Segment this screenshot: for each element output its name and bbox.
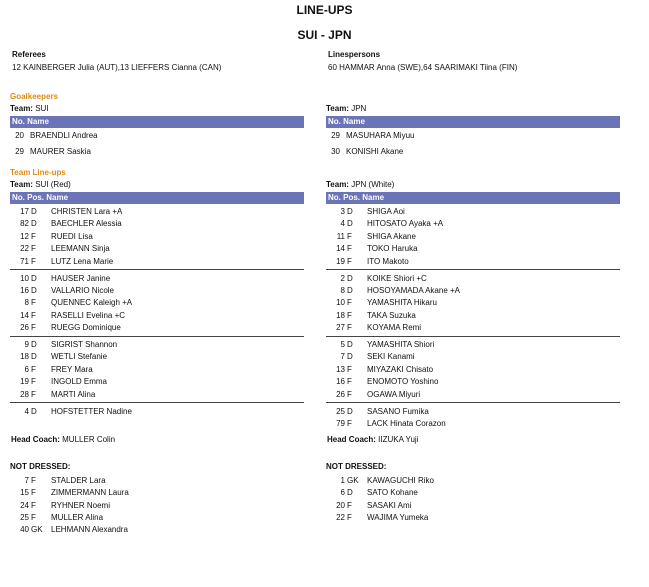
player-name: TOKO Haruka xyxy=(367,244,418,254)
player-number: 1 xyxy=(340,476,345,485)
player-position: F xyxy=(347,512,352,522)
player-number: 30 xyxy=(331,146,340,156)
team-label: Team: xyxy=(10,180,33,189)
player-name: VALLARIO Nicole xyxy=(51,285,114,295)
player-number: 5 xyxy=(340,340,345,349)
player-number: 18 xyxy=(336,310,345,320)
player-name: WAJIMA Yumeka xyxy=(367,512,429,522)
line-separator xyxy=(326,402,620,403)
lineup-row xyxy=(326,376,620,389)
lineup-row xyxy=(326,418,620,431)
player-number: 25 xyxy=(336,406,345,416)
player-name: BRAENDLI Andrea xyxy=(30,131,98,140)
player-number: 27 xyxy=(336,323,345,333)
player-number: 79 xyxy=(336,418,345,428)
lineup-row xyxy=(326,351,620,364)
player-name: TAKA Suzuka xyxy=(367,310,416,320)
player-name: MULLER Alina xyxy=(51,512,104,522)
player-position: F xyxy=(347,377,352,387)
player-position: F xyxy=(347,298,352,308)
player-name: ZIMMERMANN Laura xyxy=(51,488,129,498)
player-position: D xyxy=(347,406,353,416)
player-number: 7 xyxy=(340,352,345,362)
player-name: MARTI Alina xyxy=(51,389,96,399)
lineup-row xyxy=(10,364,304,377)
lineups-section-title: Team Line-ups xyxy=(10,168,66,177)
player-position: F xyxy=(31,231,36,241)
player-position: F xyxy=(31,476,36,485)
player-position: F xyxy=(31,377,36,387)
player-name: SATO Kohane xyxy=(367,488,418,498)
head-coach-name: MULLER Colin xyxy=(62,435,116,444)
player-name: YAMASHITA Hikaru xyxy=(367,298,437,308)
line-separator xyxy=(10,269,304,270)
lineup-row xyxy=(326,256,620,269)
linespersons-label: Linespersons xyxy=(328,50,381,59)
player-name: SHIGA Akane xyxy=(367,231,416,241)
player-number: 8 xyxy=(340,285,345,295)
lineup-row xyxy=(10,297,304,310)
player-position: D xyxy=(347,340,353,349)
player-number: 20 xyxy=(336,500,345,510)
player-position: F xyxy=(347,244,352,254)
goalkeeper-row xyxy=(10,146,290,159)
player-name: HOFSTETTER Nadine xyxy=(51,406,132,416)
player-number: 12 xyxy=(20,231,29,241)
player-position: D xyxy=(347,219,353,229)
player-position: D xyxy=(347,285,353,295)
player-name: CHRISTEN Lara +A xyxy=(51,207,123,216)
not-dressed-row xyxy=(10,512,304,525)
player-number: 14 xyxy=(336,244,345,254)
lineup-row xyxy=(326,285,620,298)
player-number: 19 xyxy=(20,377,29,387)
player-name: RYHNER Noemi xyxy=(51,500,110,510)
player-number: 22 xyxy=(20,244,29,254)
lineup-row xyxy=(326,297,620,310)
player-number: 40 xyxy=(20,525,29,535)
gk-header-sui: No. Name xyxy=(10,116,304,128)
player-number: 20 xyxy=(15,131,24,140)
lineup-row xyxy=(10,206,304,219)
player-name: INGOLD Emma xyxy=(51,377,108,387)
player-number: 9 xyxy=(24,340,29,349)
document-title: LINE-UPS xyxy=(296,3,353,17)
lineup-row xyxy=(326,206,620,219)
player-name: FREY Mara xyxy=(51,364,93,374)
not-dressed-row xyxy=(326,487,620,500)
player-position: F xyxy=(31,364,36,374)
player-position: D xyxy=(31,406,37,416)
player-position: D xyxy=(347,488,353,498)
player-name: RUEGG Dominique xyxy=(51,323,121,333)
lineup-row xyxy=(10,218,304,231)
lineup-row xyxy=(10,351,304,364)
player-name: YAMASHITA Shiori xyxy=(367,340,435,349)
lineup-row xyxy=(10,376,304,389)
lineup-row xyxy=(10,406,304,419)
lineup-row xyxy=(326,243,620,256)
player-number: 16 xyxy=(336,377,345,387)
player-number: 29 xyxy=(331,131,340,140)
player-number: 18 xyxy=(20,352,29,362)
player-name: SIGRIST Shannon xyxy=(51,340,118,349)
player-name: MIYAZAKI Chisato xyxy=(367,364,434,374)
not-dressed-row xyxy=(10,500,304,513)
player-number: 19 xyxy=(336,256,345,266)
lineup-row xyxy=(326,364,620,377)
player-position: GK xyxy=(31,525,43,535)
player-number: 6 xyxy=(340,488,345,498)
player-number: 13 xyxy=(336,364,345,374)
player-position: F xyxy=(31,389,36,399)
lineup-row xyxy=(326,389,620,402)
head-coach-sui xyxy=(11,436,115,444)
lineup-row xyxy=(326,218,620,231)
player-position: D xyxy=(31,207,37,216)
player-position: D xyxy=(347,352,353,362)
head-coach-label: Head Coach: xyxy=(11,435,60,444)
team-name: SUI (Red) xyxy=(35,180,71,189)
player-number: 26 xyxy=(20,323,29,333)
player-number: 7 xyxy=(24,476,29,485)
gk-team-sui xyxy=(10,105,49,113)
player-position: D xyxy=(31,285,37,295)
player-position: D xyxy=(347,273,353,283)
player-name: ENOMOTO Yoshino xyxy=(367,377,439,387)
referees-label: Referees xyxy=(12,50,46,59)
player-name: SASAKI Ami xyxy=(367,500,412,510)
player-position: F xyxy=(347,364,352,374)
player-position: F xyxy=(31,488,36,498)
team-label: Team: xyxy=(326,180,349,189)
not-dressed-title-sui: NOT DRESSED: xyxy=(10,462,71,471)
team-name: JPN (White) xyxy=(351,180,395,189)
player-number: 4 xyxy=(24,406,29,416)
player-number: 4 xyxy=(340,219,345,229)
player-name: QUENNEC Kaleigh +A xyxy=(51,298,133,308)
player-name: LEEMANN Sinja xyxy=(51,244,110,254)
player-name: MASUHARA Miyuu xyxy=(346,131,415,140)
lineup-row xyxy=(10,273,304,286)
player-number: 14 xyxy=(20,310,29,320)
player-number: 3 xyxy=(340,207,345,216)
player-position: F xyxy=(31,500,36,510)
player-position: F xyxy=(347,256,352,266)
player-name: BAECHLER Alessia xyxy=(51,219,122,229)
team-label: Team: xyxy=(326,104,349,113)
player-position: GK xyxy=(347,476,359,485)
player-number: 22 xyxy=(336,512,345,522)
player-name: HAUSER Janine xyxy=(51,273,111,283)
player-name: SASANO Fumika xyxy=(367,406,429,416)
player-position: D xyxy=(31,219,37,229)
player-number: 26 xyxy=(336,389,345,399)
not-dressed-row xyxy=(326,475,620,488)
lineup-header-sui: No. Pos. Name xyxy=(10,192,304,204)
player-name: HOSOYAMADA Akane +A xyxy=(367,285,461,295)
lineup-team-jpn xyxy=(326,181,394,189)
player-position: F xyxy=(31,310,36,320)
lineup-row xyxy=(326,406,620,419)
lineup-row xyxy=(10,285,304,298)
player-number: 2 xyxy=(340,273,345,283)
line-separator xyxy=(326,336,620,337)
player-position: F xyxy=(347,389,352,399)
not-dressed-row xyxy=(326,512,620,525)
referees-value: 12 KAINBERGER Julia (AUT),13 LIEFFERS Cianna (CAN) xyxy=(12,63,222,72)
player-name: LUTZ Lena Marie xyxy=(51,256,114,266)
player-number: 71 xyxy=(20,256,29,266)
player-name: WETLI Stefanie xyxy=(51,352,108,362)
lineup-row xyxy=(326,322,620,335)
player-name: STALDER Lara xyxy=(51,476,106,485)
player-number: 17 xyxy=(20,207,29,216)
goalkeepers-section-title: Goalkeepers xyxy=(10,92,59,101)
player-name: OGAWA Miyuri xyxy=(367,389,421,399)
lineup-team-sui xyxy=(10,181,71,189)
player-number: 24 xyxy=(20,500,29,510)
player-name: KOIKE Shiori +C xyxy=(367,273,427,283)
team-name: SUI xyxy=(35,104,49,113)
line-separator xyxy=(10,402,304,403)
line-separator xyxy=(10,336,304,337)
player-position: D xyxy=(31,352,37,362)
player-name: KAWAGUCHI Riko xyxy=(367,476,434,485)
team-label: Team: xyxy=(10,104,33,113)
lineup-row xyxy=(10,231,304,244)
not-dressed-title-jpn: NOT DRESSED: xyxy=(326,462,387,471)
player-position: F xyxy=(347,500,352,510)
player-number: 11 xyxy=(336,231,345,241)
player-number: 8 xyxy=(24,298,29,308)
player-position: F xyxy=(31,298,36,308)
player-position: F xyxy=(347,418,352,428)
not-dressed-row xyxy=(326,500,620,513)
team-name: JPN xyxy=(351,104,367,113)
goalkeeper-row xyxy=(326,146,606,159)
lineup-row xyxy=(10,389,304,402)
player-number: 16 xyxy=(20,285,29,295)
lineup-row xyxy=(326,273,620,286)
not-dressed-row xyxy=(10,475,304,488)
gk-header-jpn: No. Name xyxy=(326,116,620,128)
player-number: 25 xyxy=(20,512,29,522)
line-separator xyxy=(326,269,620,270)
player-number: 15 xyxy=(20,488,29,498)
lineup-header-jpn: No. Pos. Name xyxy=(326,192,620,204)
player-position: F xyxy=(347,310,352,320)
player-position: F xyxy=(31,512,36,522)
player-name: SEKI Kanami xyxy=(367,352,415,362)
player-number: 10 xyxy=(336,298,345,308)
not-dressed-row xyxy=(10,487,304,500)
player-number: 82 xyxy=(20,219,29,229)
player-number: 28 xyxy=(20,389,29,399)
head-coach-label: Head Coach: xyxy=(327,435,376,444)
gk-team-jpn xyxy=(326,105,366,113)
player-position: F xyxy=(31,256,36,266)
player-name: KOYAMA Remi xyxy=(367,323,422,333)
player-name: LEHMANN Alexandra xyxy=(51,525,128,535)
head-coach-jpn xyxy=(327,436,418,444)
player-name: SHIGA Aoi xyxy=(367,207,405,216)
lineup-row xyxy=(326,231,620,244)
goalkeeper-row xyxy=(10,130,290,143)
lineup-row xyxy=(326,310,620,323)
player-position: F xyxy=(347,323,352,333)
player-name: RUEDI Lisa xyxy=(51,231,93,241)
player-position: D xyxy=(31,273,37,283)
player-name: ITO Makoto xyxy=(367,256,409,266)
lineup-row xyxy=(326,339,620,352)
player-position: D xyxy=(347,207,353,216)
player-name: RASELLI Evelina +C xyxy=(51,310,126,320)
player-position: F xyxy=(31,323,36,333)
player-number: 6 xyxy=(24,364,29,374)
player-name: KONISHI Akane xyxy=(346,146,404,156)
head-coach-name: IIZUKA Yuji xyxy=(378,435,419,444)
not-dressed-row xyxy=(10,524,304,537)
goalkeeper-row xyxy=(326,130,606,143)
lineup-row xyxy=(10,339,304,352)
match-title: SUI - JPN xyxy=(297,28,352,42)
lineup-row xyxy=(10,243,304,256)
player-number: 10 xyxy=(20,273,29,283)
player-position: D xyxy=(31,340,37,349)
lineup-row xyxy=(10,322,304,335)
player-position: F xyxy=(347,231,352,241)
lineup-row xyxy=(10,256,304,269)
player-name: LACK Hinata Corazon xyxy=(367,418,446,428)
player-position: F xyxy=(31,244,36,254)
lineup-row xyxy=(10,310,304,323)
player-number: 29 xyxy=(15,146,24,156)
player-name: HITOSATO Ayaka +A xyxy=(367,219,444,229)
player-name: MAURER Saskia xyxy=(30,146,91,156)
linespersons-value: 60 HAMMAR Anna (SWE),64 SAARIMAKI Tiina (FIN) xyxy=(328,63,518,72)
